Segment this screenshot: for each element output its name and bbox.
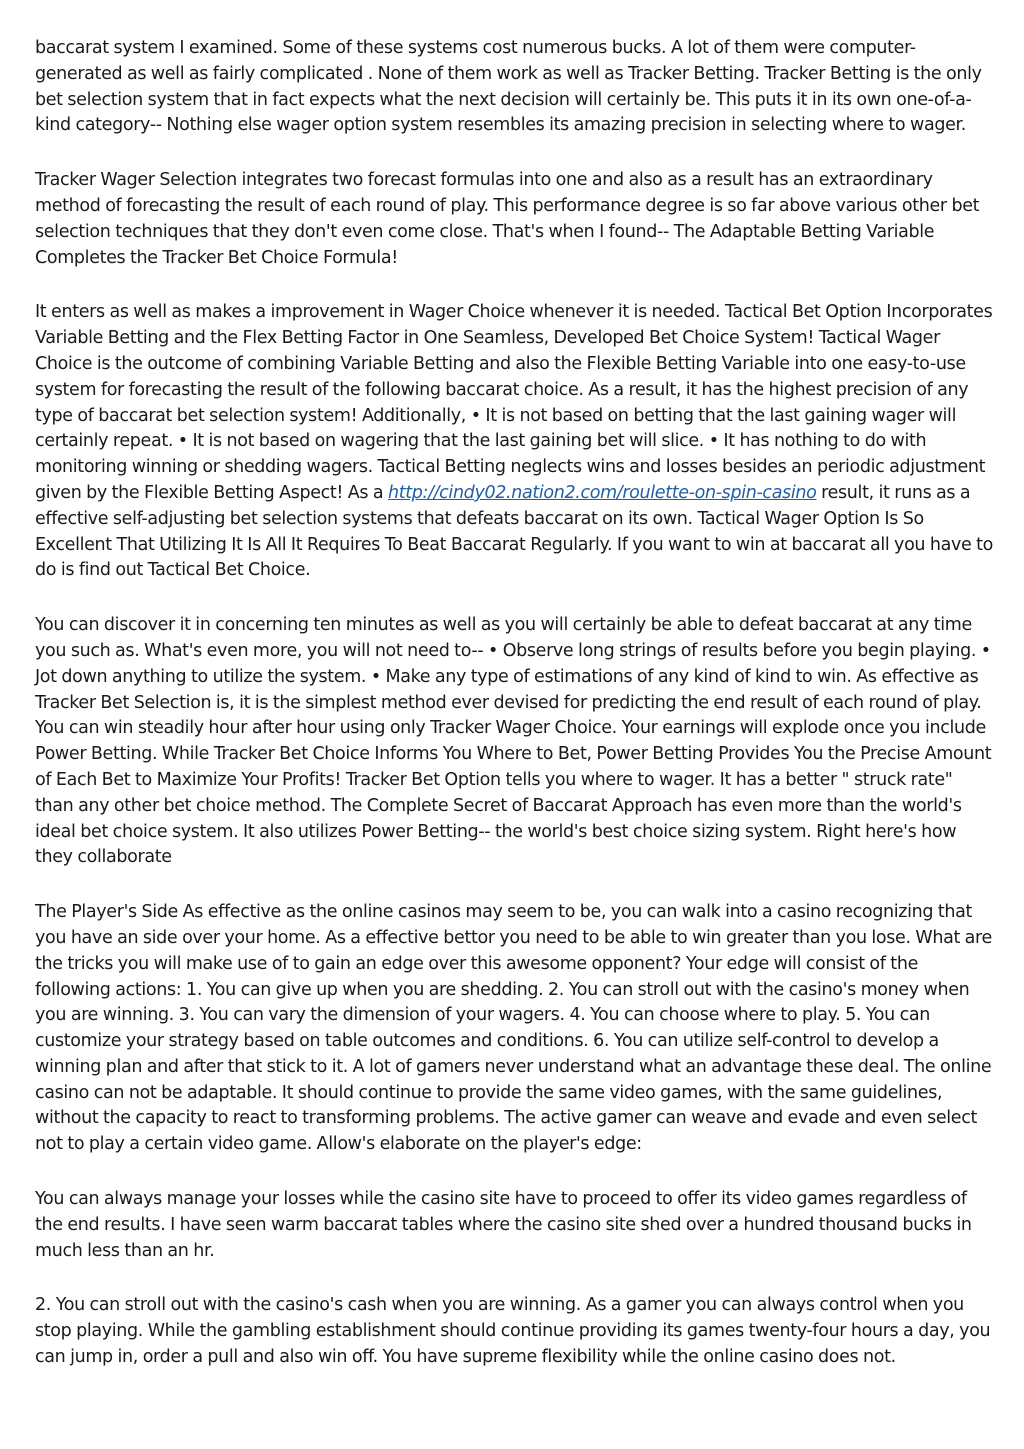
paragraph-3-text-before-link: It enters as well as makes a improvement in Wager Choice whenever it is needed. Tactical Bet Option Incorporates Variable Betting and the Flex Betting Factor in One Seamless, Developed Bet Choice System! Tactical Wager Choice is the outcome of combining Variable Betting and also the Flexible Betting Variable into one easy-to-use system for forecasting the result of the following baccarat choice. As a result, it has the highest precision of any type of baccarat bet selection system! Additionally, • It is not based on betting that the last gaining wager will certainly repeat. • It is not based on wagering that the last gaining bet will slice. • It has nothing to do with monitoring winning or shedding wagers. Tactical Betting neglects wins and losses besides an periodic adjustment given by the Flexible Betting Aspect! As a	[35, 302, 993, 503]
paragraph-1: baccarat system I examined. Some of these systems cost numerous bucks. A lot of them were computer-generated as well as fairly complicated . None of them work as well as Tracker Betting. Tracker Betting is the only bet selection system that in fact expects what the next decision will certainly be. This puts it in its own one-of-a-kind category-- Nothing else wager option system resembles its amazing precision in selecting where to wager.	[35, 38, 982, 136]
paragraph-3	[35, 300, 993, 584]
paragraph-4: You can discover it in concerning ten minutes as well as you will certainly be able to defeat baccarat at any time you such as. What's even more, you will not need to-- • Observe long strings of results before you begin playing. • Jot down anything to utilize the system. • Make any type of estimations of any kind of kind to win. As effective as Tracker Bet Selection is, it is the simplest method ever devised for predicting the end result of each round of play. You can win steadily hour after hour using only Tracker Wager Choice. Your earnings will explode once you include Power Betting. While Tracker Bet Choice Informs You Where to Bet, Power Betting Provides You the Precise Amount of Each Bet to Maximize Your Profits! Tracker Bet Option tells you where to wager. It has a better " struck rate" than any other bet choice method. The Complete Secret of Baccarat Approach has even more than the world's ideal bet choice system. It also utilizes Power Betting-- the world's best choice sizing system. Right here's how they collaborate	[35, 615, 992, 868]
paragraph-3-text-after-link: result, it runs as a effective self-adjusting bet selection systems that defeats baccarat on its own. Tactical Wager Option Is So Excellent That Utilizing It Is All It Requires To Beat Baccarat Regularly. If you want to win at baccarat all you have to do is find out Tactical Bet Choice.	[35, 482, 993, 581]
roulette-link[interactable]: http://cindy02.nation2.com/roulette-on-spin-casino	[388, 482, 817, 503]
document-body	[35, 36, 993, 1400]
paragraph-2: Tracker Wager Selection integrates two forecast formulas into one and also as a result has an extraordinary method of forecasting the result of each round of play. This performance degree is so far above various other bet selection techniques that they don't even come close. That's when I found-- The Adaptable Betting Variable Completes the Tracker Bet Choice Formula!	[35, 170, 980, 268]
paragraph-7: 2. You can stroll out with the casino's cash when you are winning. As a gamer you can always control when you stop playing. While the gambling establishment should continue providing its games twenty-four hours a day, you can jump in, order a pull and also win off. You have supreme flexibility while the online casino does not.	[35, 1295, 991, 1368]
paragraph-6: You can always manage your losses while the casino site have to proceed to offer its video games regardless of the end results. I have seen warm baccarat tables where the casino site shed over a hundred thousand bucks in much less than an hr.	[35, 1189, 972, 1261]
paragraph-5: The Player's Side As effective as the online casinos may seem to be, you can walk into a casino recognizing that you have an side over your home. As a effective bettor you need to be able to win greater than you lose. What are the tricks you will make use of to gain an edge over this awesome opponent? Your edge will consist of the following actions: 1. You can give up when you are shedding. 2. You can stroll out with the casino's money when you are winning. 3. You can vary the dimension of your wagers. 4. You can choose where to play. 5. You can customize your strategy based on table outcomes and conditions. 6. You can utilize self-control to develop a winning plan and after that stick to it. A lot of gamers never understand what an advantage these deal. The online casino can not be adaptable. It should continue to provide the same video games, with the same guidelines, without the capacity to react to transforming problems. The active gamer can weave and evade and even select not to play a certain video game. Allow's elaborate on the player's edge:	[35, 902, 992, 1155]
